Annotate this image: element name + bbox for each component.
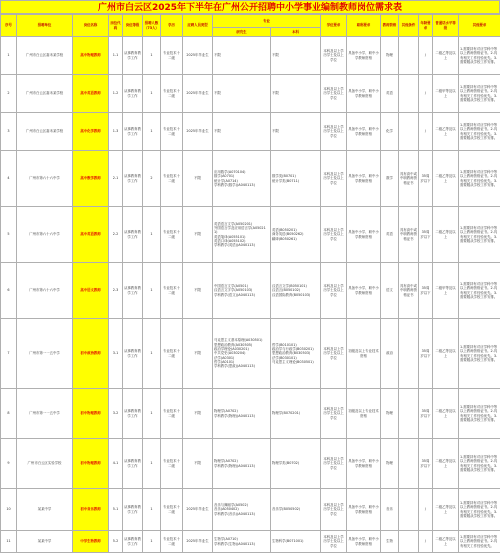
cell-title-req: 具备中小学、职中小学教师资格 bbox=[347, 75, 381, 113]
cell-type: 不限 bbox=[183, 439, 213, 489]
cell-type: 2025年毕业生 bbox=[183, 37, 213, 75]
cell-degree-req: 本科及以上学历学士及以上学位 bbox=[321, 389, 347, 439]
cell-unit: 某某中学 bbox=[17, 531, 73, 553]
header-age: 年龄要求 bbox=[419, 15, 433, 37]
cell-research: 不限 bbox=[213, 113, 271, 151]
cell-post: 初中音乐教师 bbox=[73, 489, 109, 531]
cell-other bbox=[399, 489, 419, 531]
cell-age: 35周岁以下 bbox=[419, 319, 433, 389]
cell-post: 初中政治教师 bbox=[73, 319, 109, 389]
cell-type: 2025年毕业生 bbox=[183, 531, 213, 553]
header-row bbox=[1, 15, 500, 28]
table-row bbox=[1, 389, 500, 439]
cell-contact: 二级乙等及以上 bbox=[433, 113, 459, 151]
cell-unit: 广州市第六十六中学 bbox=[17, 151, 73, 207]
cell-undergrad: 物理学类(B0702) bbox=[271, 439, 321, 489]
cell-age: 35周岁以下 bbox=[419, 439, 433, 489]
table-row bbox=[1, 37, 500, 75]
table-body bbox=[1, 37, 500, 553]
cell-research: 不限 bbox=[213, 75, 271, 113]
cell-count: 1 bbox=[143, 263, 161, 319]
cell-undergrad: 不限 bbox=[271, 75, 321, 113]
cell-other: 具有高中或中职教师资格证书 bbox=[399, 263, 419, 319]
cell-cert: 语文 bbox=[381, 263, 399, 319]
cell-research: 马克思主义基本原理(A030501) 思想政治教育(A030505) 政治学理论(A030201) 中共党史(A030204) 法学(A0301) 哲学(A0101) 学科教学(思政)(A040113) bbox=[213, 319, 271, 389]
cell-code: 1-1 bbox=[109, 37, 123, 75]
cell-degree-req: 本科及以上学历学士及以上学位 bbox=[321, 151, 347, 207]
cell-code: 1-2 bbox=[109, 75, 123, 113]
cell-level: 从事教育教学工作 bbox=[123, 151, 143, 207]
cell-cert: 物理 bbox=[381, 439, 399, 489]
cell-count: 1 bbox=[143, 319, 161, 389]
cell-title-req: 初级及以上专业技术资格 bbox=[347, 319, 381, 389]
cell-degree: 专业技术十二级 bbox=[161, 37, 183, 75]
cell-count: 1 bbox=[143, 207, 161, 263]
cell-degree: 专业技术十二级 bbox=[161, 75, 183, 113]
cell-other bbox=[399, 389, 419, 439]
cell-undergrad: 哲学(B010101) 政治学与行政学(B030201) 思想政治教育(B030503) 法学(B030101) 马克思主义理论(B030501) bbox=[271, 319, 321, 389]
cell-code: 5-2 bbox=[109, 531, 123, 553]
header-unit: 招聘单位 bbox=[17, 15, 73, 37]
cell-type: 不限 bbox=[183, 389, 213, 439]
cell-unit: 广州市白云区实验学校 bbox=[17, 439, 73, 489]
header-contact: 普通话水平等级 bbox=[433, 15, 459, 37]
cell-type: 不限 bbox=[183, 263, 213, 319]
cell-other bbox=[399, 531, 419, 553]
cell-contact: 二级甲等及以上 bbox=[433, 75, 459, 113]
cell-other bbox=[399, 75, 419, 113]
cell-degree-req: 本科及以上学历学士及以上学位 bbox=[321, 531, 347, 553]
cell-post: 高中物理教师 bbox=[73, 37, 109, 75]
cell-remark: 1.需要持有对应学科中等以上教师资格证书。2.具有相关工作经验优先。3.需要服从学校工作安排。 bbox=[459, 37, 500, 75]
cell-remark: 1.需要持有对应学科中等以上教师资格证书。2.具有相关工作经验优先。3.需要服从学校工作安排。 bbox=[459, 207, 500, 263]
cell-degree: 专业技术十二级 bbox=[161, 531, 183, 553]
cell-no: 11 bbox=[1, 531, 17, 553]
cell-no: 10 bbox=[1, 489, 17, 531]
cell-remark: 1.需要持有对应学科中等以上教师资格证书。2.具有相关工作经验优先。3.需要服从学校工作安排。 bbox=[459, 113, 500, 151]
cell-remark: 1.需要持有对应学科中等以上教师资格证书。2.具有相关工作经验优先。3.需要服从学校工作安排。 bbox=[459, 263, 500, 319]
cell-level: 从事教育教学工作 bbox=[123, 75, 143, 113]
cell-type: 2025年毕业生 bbox=[183, 489, 213, 531]
cell-code: 5-1 bbox=[109, 489, 123, 531]
cell-post: 高中数学教师 bbox=[73, 151, 109, 207]
table-row bbox=[1, 263, 500, 319]
cell-post: 高中化学教师 bbox=[73, 113, 109, 151]
cell-no: 3 bbox=[1, 113, 17, 151]
cell-level: 从事教育教学工作 bbox=[123, 263, 143, 319]
cell-remark: 1.需要持有对应学科中等以上教师资格证书。2.具有相关工作经验优先。3.需要服从学校工作安排。 bbox=[459, 389, 500, 439]
cell-post: 高中英语教师 bbox=[73, 207, 109, 263]
table-row bbox=[1, 113, 500, 151]
cell-research: 中国语言文学(A0501) 汉语言文字学(A050103) 学科教学(语文)(A040113) bbox=[213, 263, 271, 319]
cell-count: 1 bbox=[143, 75, 161, 113]
cell-cert: 政治 bbox=[381, 319, 399, 389]
cell-undergrad: 音乐学(B050502) bbox=[271, 489, 321, 531]
cell-cert: 英语 bbox=[381, 75, 399, 113]
cell-research: 不限 bbox=[213, 37, 271, 75]
cell-contact: 二级乙等及以上 bbox=[433, 151, 459, 207]
cell-unit: 广州市白云区嘉禾某学校 bbox=[17, 37, 73, 75]
cell-unit: 广州市第一一五中学 bbox=[17, 389, 73, 439]
cell-contact: 二级乙等及以上 bbox=[433, 319, 459, 389]
cell-other bbox=[399, 37, 419, 75]
cell-type: 2025年毕业生 bbox=[183, 75, 213, 113]
cell-remark: 1.需要持有对应学科中等以上教师资格证书。2.具有相关工作经验优先。3.需要服从学校工作安排。 bbox=[459, 151, 500, 207]
cell-post: 高中语文教师 bbox=[73, 263, 109, 319]
header-count: 招聘人数（73人） bbox=[143, 15, 161, 37]
cell-level: 从事教育教学工作 bbox=[123, 439, 143, 489]
cell-degree-req: 本科及以上学历学士及以上学位 bbox=[321, 439, 347, 489]
cell-cert: 生物 bbox=[381, 531, 399, 553]
cell-degree: 专业技术十二级 bbox=[161, 389, 183, 439]
header-no: 序号 bbox=[1, 15, 17, 37]
cell-cert: 物理 bbox=[381, 37, 399, 75]
cell-undergrad: 不限 bbox=[271, 37, 321, 75]
cell-contact: 二级乙等及以上 bbox=[433, 37, 459, 75]
cell-degree: 专业技术十二级 bbox=[161, 489, 183, 531]
cell-level: 从事教育教学工作 bbox=[123, 531, 143, 553]
cell-degree: 专业技术十二级 bbox=[161, 263, 183, 319]
cell-remark: 1.需要持有对应学科中等以上教师资格证书。2.具有相关工作经验优先。3.需要服从学校工作安排。 bbox=[459, 75, 500, 113]
table-row bbox=[1, 489, 500, 531]
sheet-title: 广州市白云区2025年下半年在广州公开招聘中小学事业编制教师岗位需求表 bbox=[0, 0, 500, 14]
cell-other bbox=[399, 439, 419, 489]
cell-no: 7 bbox=[1, 319, 17, 389]
header-remark: 其他要求 bbox=[459, 15, 500, 37]
cell-research: 生物学(A0710) 学科教学(生物)(A040113) bbox=[213, 531, 271, 553]
cell-level: 从事教育教学工作 bbox=[123, 37, 143, 75]
header-level: 岗位等级 bbox=[123, 15, 143, 37]
table-row bbox=[1, 319, 500, 389]
cell-remark: 1.需要持有对应学科中等以上教师资格证书。2.具有相关工作经验优先。 bbox=[459, 531, 500, 553]
cell-age: 35周岁以下 bbox=[419, 389, 433, 439]
cell-title-req: 具备中小学、职中小学教师资格 bbox=[347, 439, 381, 489]
cell-title-req: 具备中小学、职中小学教师资格 bbox=[347, 489, 381, 531]
cell-contact: 二级乙等及以上 bbox=[433, 439, 459, 489]
cell-undergrad: 不限 bbox=[271, 113, 321, 151]
cell-post: 初中物理教师 bbox=[73, 439, 109, 489]
cell-degree-req: 本科及以上学历学士及以上学位 bbox=[321, 319, 347, 389]
cell-other: 具有高中或中职教师资格证书 bbox=[399, 151, 419, 207]
cell-contact: 二级乙等及以上 bbox=[433, 207, 459, 263]
cell-level: 从事教育教学工作 bbox=[123, 319, 143, 389]
cell-undergrad: 物理学(B070201) bbox=[271, 389, 321, 439]
cell-degree-req: 本科及以上学历学士及以上学位 bbox=[321, 489, 347, 531]
cell-no: 6 bbox=[1, 263, 17, 319]
cell-contact: 二级乙等及以上 bbox=[433, 489, 459, 531]
header-title-req: 职称要求 bbox=[347, 15, 381, 37]
table-row bbox=[1, 75, 500, 113]
cell-age: 35周岁以下 bbox=[419, 151, 433, 207]
cell-type: 2025年毕业生 bbox=[183, 113, 213, 151]
cell-post: 初中物理教师 bbox=[73, 389, 109, 439]
cell-contact: 二级乙等及以上 bbox=[433, 389, 459, 439]
cell-degree-req: 本科及以上学历学士及以上学位 bbox=[321, 263, 347, 319]
cell-other: 具有高中或中职教师资格证书 bbox=[399, 207, 419, 263]
cell-cert: 音乐 bbox=[381, 489, 399, 531]
table-row bbox=[1, 151, 500, 207]
cell-age: / bbox=[419, 37, 433, 75]
cell-no: 5 bbox=[1, 207, 17, 263]
cell-cert: 数学 bbox=[381, 151, 399, 207]
cell-research: 物理学(A0702) 学科教学(物理)(A040113) bbox=[213, 439, 271, 489]
cell-research: 音乐与舞蹈学(A0502) 音乐(A050402) 学科教学(音乐)(A040113) bbox=[213, 489, 271, 531]
header-research: 研究生 bbox=[213, 28, 271, 37]
header-major: 专业 bbox=[213, 15, 321, 28]
cell-level: 从事教育教学工作 bbox=[123, 207, 143, 263]
cell-count: 1 bbox=[143, 439, 161, 489]
cell-other bbox=[399, 113, 419, 151]
cell-unit: 广州市第一一五中学 bbox=[17, 319, 73, 389]
cell-degree: 专业技术十二级 bbox=[161, 207, 183, 263]
cell-type: 不限 bbox=[183, 207, 213, 263]
cell-undergrad: 英语(B050201) 商务英语(B050262) 翻译(B050261) bbox=[271, 207, 321, 263]
cell-level: 从事教育教学工作 bbox=[123, 389, 143, 439]
cell-age: / bbox=[419, 489, 433, 531]
cell-undergrad: 数学类(B0701) 统计学类(B0711) bbox=[271, 151, 321, 207]
cell-contact: 二级乙等及以上 bbox=[433, 531, 459, 553]
cell-other bbox=[399, 319, 419, 389]
cell-code: 2-1 bbox=[109, 151, 123, 207]
cell-age: 35周岁以下 bbox=[419, 207, 433, 263]
cell-code: 3-1 bbox=[109, 319, 123, 389]
cell-degree-req: 本科及以上学历学士及以上学位 bbox=[321, 113, 347, 151]
header-post: 岗位名称 bbox=[73, 15, 109, 37]
header-type: 应聘人员类型 bbox=[183, 15, 213, 37]
cell-title-req: 具备中小学、职中小学教师资格 bbox=[347, 531, 381, 553]
cell-unit: 广州市白云区嘉禾某学校 bbox=[17, 113, 73, 151]
cell-research: 英语语言文学(A050201) 外国语言学及应用语言学(A050211) 英语笔译(A055101) 英语口译(A055102) 学科教学(英语)(A040113) bbox=[213, 207, 271, 263]
cell-undergrad: 汉语言文学(B050101) 汉语言(B050102) 汉语国际教育(B050103) bbox=[271, 263, 321, 319]
cell-cert: 物理 bbox=[381, 389, 399, 439]
cell-post: 高中英语教师 bbox=[73, 75, 109, 113]
cell-undergrad: 生物科学(B071001) bbox=[271, 531, 321, 553]
cell-no: 2 bbox=[1, 75, 17, 113]
table-row bbox=[1, 207, 500, 263]
cell-code: 2-3 bbox=[109, 263, 123, 319]
cell-unit: 广州市第六十六中学 bbox=[17, 207, 73, 263]
cell-count: 1 bbox=[143, 531, 161, 553]
cell-code: 1-3 bbox=[109, 113, 123, 151]
cell-degree: 专业技术十二级 bbox=[161, 439, 183, 489]
table-row bbox=[1, 531, 500, 553]
cell-count: 1 bbox=[143, 389, 161, 439]
cell-degree: 专业技术十二级 bbox=[161, 113, 183, 151]
cell-level: 从事教育教学工作 bbox=[123, 113, 143, 151]
cell-remark: 1.需要持有对应学科中等以上教师资格证书。2.具有相关工作经验优先。3.需要服从学校工作安排。 bbox=[459, 319, 500, 389]
cell-title-req: 具备中小学、职中小学教师资格 bbox=[347, 151, 381, 207]
cell-degree: 专业技术十二级 bbox=[161, 319, 183, 389]
header-code: 岗位代码 bbox=[109, 15, 123, 37]
header-degree-req: 学位要求 bbox=[321, 15, 347, 37]
cell-age: / bbox=[419, 75, 433, 113]
cell-degree-req: 本科及以上学历学士及以上学位 bbox=[321, 75, 347, 113]
table-row bbox=[1, 439, 500, 489]
cell-unit: 广州市白云区嘉禾某学校 bbox=[17, 75, 73, 113]
header-degree: 学历 bbox=[161, 15, 183, 37]
cell-degree-req: 本科及以上学历学士及以上学位 bbox=[321, 37, 347, 75]
cell-research: 物理学(A0702) 学科教学(物理)(A040113) bbox=[213, 389, 271, 439]
cell-count: 1 bbox=[143, 113, 161, 151]
cell-title-req: 具备中小学、职中小学教师资格 bbox=[347, 263, 381, 319]
header-other: 其他条件 bbox=[399, 15, 419, 37]
cell-title-req: 具备中小学、职中小学教师资格 bbox=[347, 207, 381, 263]
cell-cert: 英语 bbox=[381, 207, 399, 263]
cell-no: 1 bbox=[1, 37, 17, 75]
cell-research: 应用数学(A070104) 数学(A0701) 统计学(A0714) 学科教学(数学)(A040113) bbox=[213, 151, 271, 207]
cell-code: 3-2 bbox=[109, 389, 123, 439]
cell-no: 9 bbox=[1, 439, 17, 489]
cell-type: 不限 bbox=[183, 151, 213, 207]
cell-no: 8 bbox=[1, 389, 17, 439]
cell-degree: 专业技术十二级 bbox=[161, 151, 183, 207]
cell-age: / bbox=[419, 113, 433, 151]
cell-count: 2 bbox=[143, 151, 161, 207]
cell-type: 不限 bbox=[183, 319, 213, 389]
cell-title-req: 具备中小学、职中小学教师资格 bbox=[347, 113, 381, 151]
cell-unit: 广州市第六十六中学 bbox=[17, 263, 73, 319]
cell-count: 1 bbox=[143, 37, 161, 75]
cell-no: 4 bbox=[1, 151, 17, 207]
cell-cert: 化学 bbox=[381, 113, 399, 151]
cell-degree-req: 本科及以上学历学士及以上学位 bbox=[321, 207, 347, 263]
header-undergrad: 本科 bbox=[271, 28, 321, 37]
cell-code: 4-1 bbox=[109, 439, 123, 489]
cell-title-req: 具备中小学、职中小学教师资格 bbox=[347, 37, 381, 75]
cell-age: / bbox=[419, 531, 433, 553]
header-cert: 教师资格 bbox=[381, 15, 399, 37]
cell-unit: 某某中学 bbox=[17, 489, 73, 531]
positions-table bbox=[0, 14, 500, 553]
cell-contact: 二级甲等及以上 bbox=[433, 263, 459, 319]
cell-remark: 1.需要持有对应学科中等以上教师资格证书。2.具有相关工作经验优先。3.需要服从学校工作安排。 bbox=[459, 439, 500, 489]
cell-age: 35周岁以下 bbox=[419, 263, 433, 319]
cell-remark: 1.需要持有对应学科中等以上教师资格证书。2.具有相关工作经验优先。3.需要服从学校工作安排。 bbox=[459, 489, 500, 531]
cell-post: 中学生物教师 bbox=[73, 531, 109, 553]
cell-level: 从事教育教学工作 bbox=[123, 489, 143, 531]
cell-count: 1 bbox=[143, 489, 161, 531]
cell-title-req: 初级及以上专业技术资格 bbox=[347, 389, 381, 439]
cell-code: 2-2 bbox=[109, 207, 123, 263]
